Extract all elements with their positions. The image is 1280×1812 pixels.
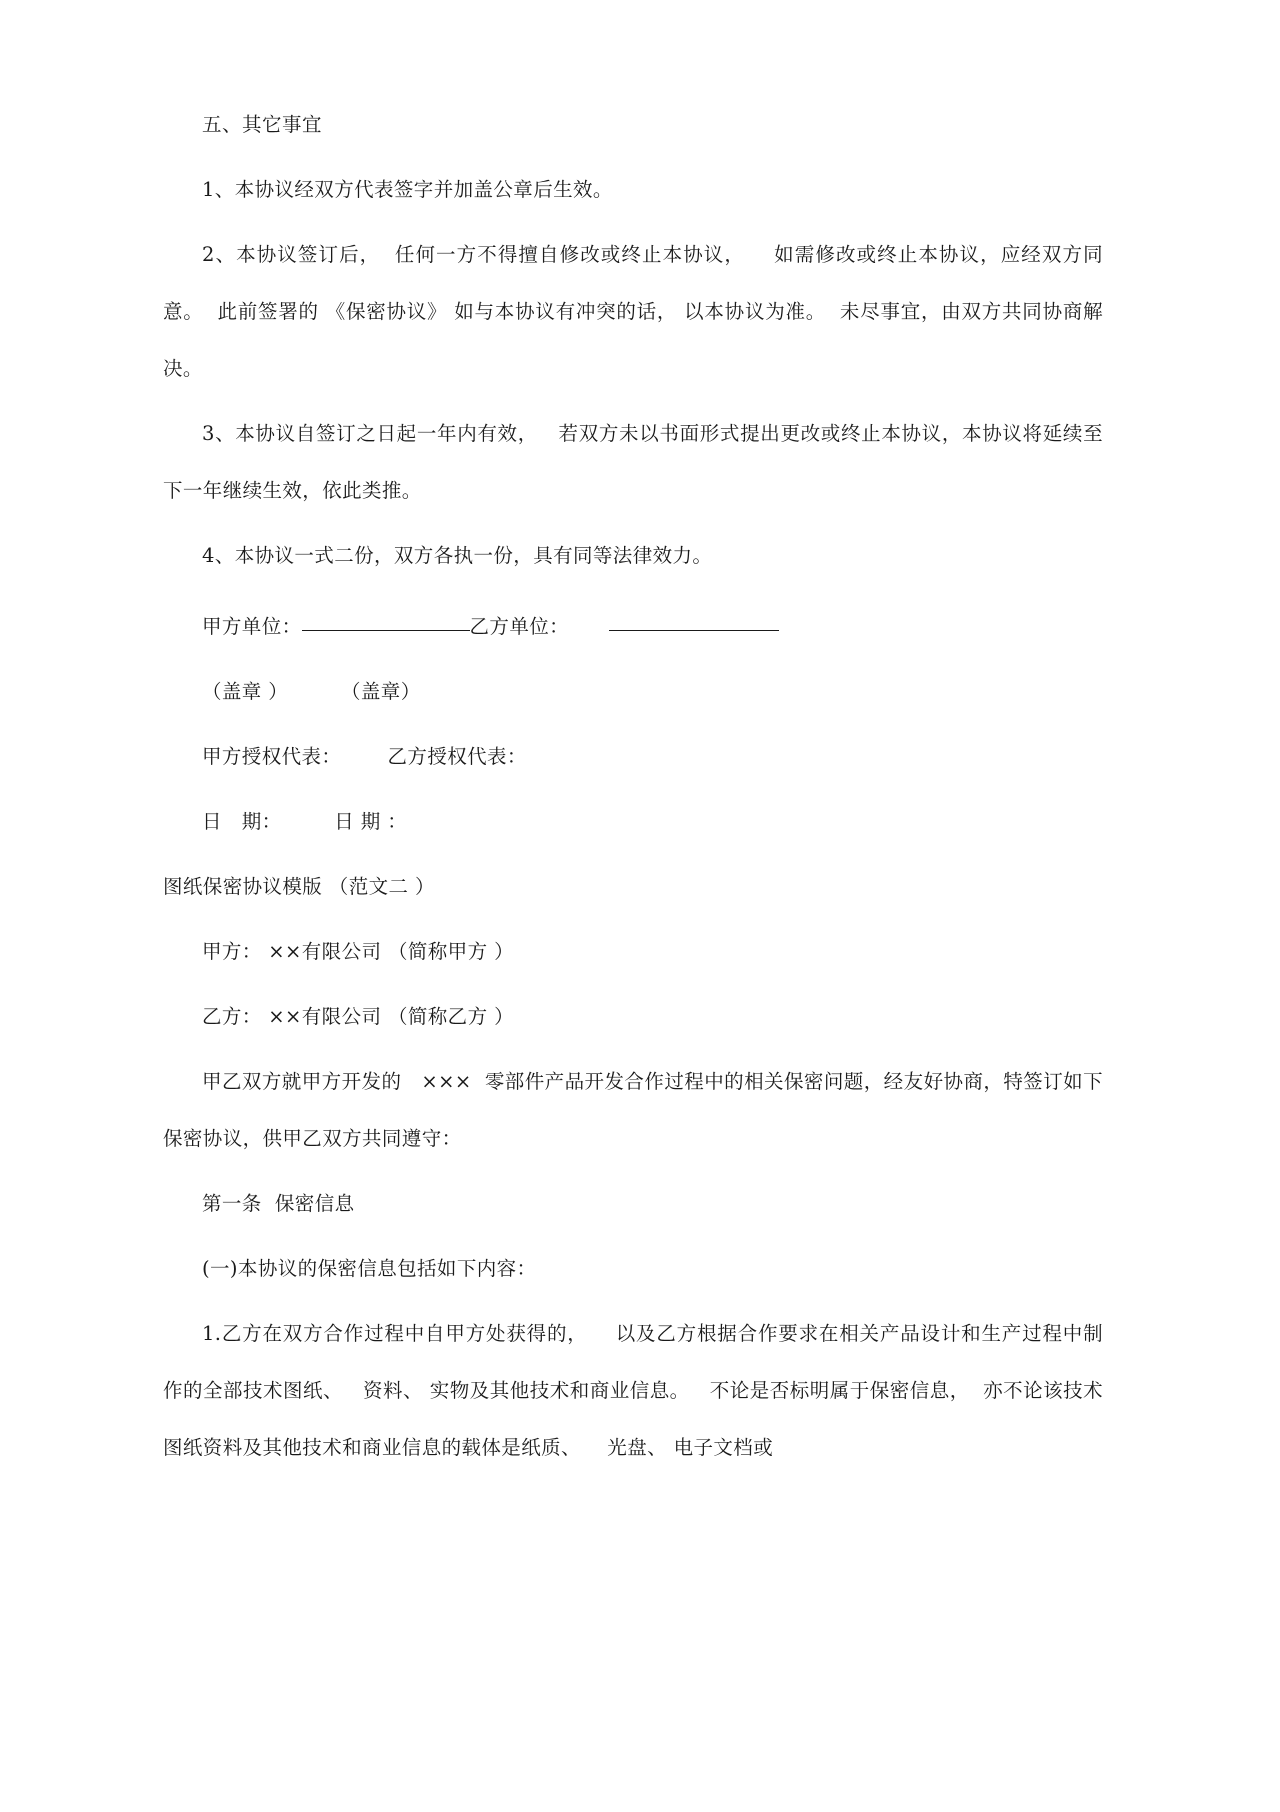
spacer [163,850,1103,858]
article-one-item-1: 1.乙方在双方合作过程中自甲方处获得的， 以及乙方根据合作要求在相关产品设计和生产过程中制作的全部技术图纸、 资料、 实物及其他技术和商业信息。 不论是否标明属于保密信息， 亦不论该技术图纸资料及其他技术和商业信息的载体是纸质、 光盘、 电子文档或 [163,1322,1103,1459]
party-unit-signature-row [163,598,1103,655]
article-one-title: 第一条 保密信息 [202,1192,355,1215]
date-row [163,793,1103,850]
clause-1: 1、本协议经双方代表签字并加盖公章后生效。 [202,178,613,201]
party-b-rep-label: 乙方授权代表： [387,745,527,768]
spacer [163,1167,1103,1175]
party-a-rep-label: 甲方授权代表： [202,745,342,768]
party-b-date-label: 日 期 ： [334,810,408,833]
party-a-date-label: 日 期： [202,810,282,833]
spacer [163,1297,1103,1305]
spacer [163,1045,1103,1053]
party-a-line: 甲方： ××有限公司 （简称甲方 ） [202,940,514,963]
preamble-paragraph: 甲乙双方就甲方开发的 ××× 零部件产品开发合作过程中的相关保密问题，经友好协商，特签订如下保密协议，供甲乙双方共同遵守： [163,1070,1103,1150]
spacer [163,785,1103,793]
template-title: 图纸保密协议模版 （范文二 ） [163,875,435,898]
spacer [163,655,1103,663]
spacer [163,153,1103,161]
spacer [163,980,1103,988]
clause-2: 2、本协议签订后， 任何一方不得擅自修改或终止本协议， 如需修改或终止本协议，应经双方同意。 此前签署的 《保密协议》 如与本协议有冲突的话， 以本协议为准。 未尽事宜，由双方共同协商解决。 [163,243,1103,380]
spacer [163,218,1103,226]
spacer [163,584,1103,598]
stamp-label-b: （盖章） [341,680,421,703]
clause-3: 3、本协议自签订之日起一年内有效， 若双方未以书面形式提出更改或终止本协议，本协议将延续至下一年继续生效，依此类推。 [163,422,1103,502]
clause-4: 4、本协议一式二份，双方各执一份，具有同等法律效力。 [202,544,713,567]
party-a-unit-label: 甲方单位： [202,615,302,638]
party-b-unit-label: 乙方单位： [469,615,570,638]
stamp-row [163,663,1103,720]
spacer [163,397,1103,405]
authorized-rep-row [163,728,1103,785]
party-a-unit-blank[interactable] [302,630,470,631]
party-b-line: 乙方： ××有限公司 （简称乙方 ） [202,1005,514,1028]
section-heading-other-matters: 五、其它事宜 [202,113,323,136]
spacer [163,720,1103,728]
stamp-label-a: （盖章 ） [202,680,289,703]
article-one-subitem: (一)本协议的保密信息包括如下内容： [202,1257,537,1280]
spacer [163,519,1103,527]
party-b-unit-blank[interactable] [609,630,779,631]
spacer [163,915,1103,923]
spacer [163,1232,1103,1240]
document-body [163,96,1103,1476]
